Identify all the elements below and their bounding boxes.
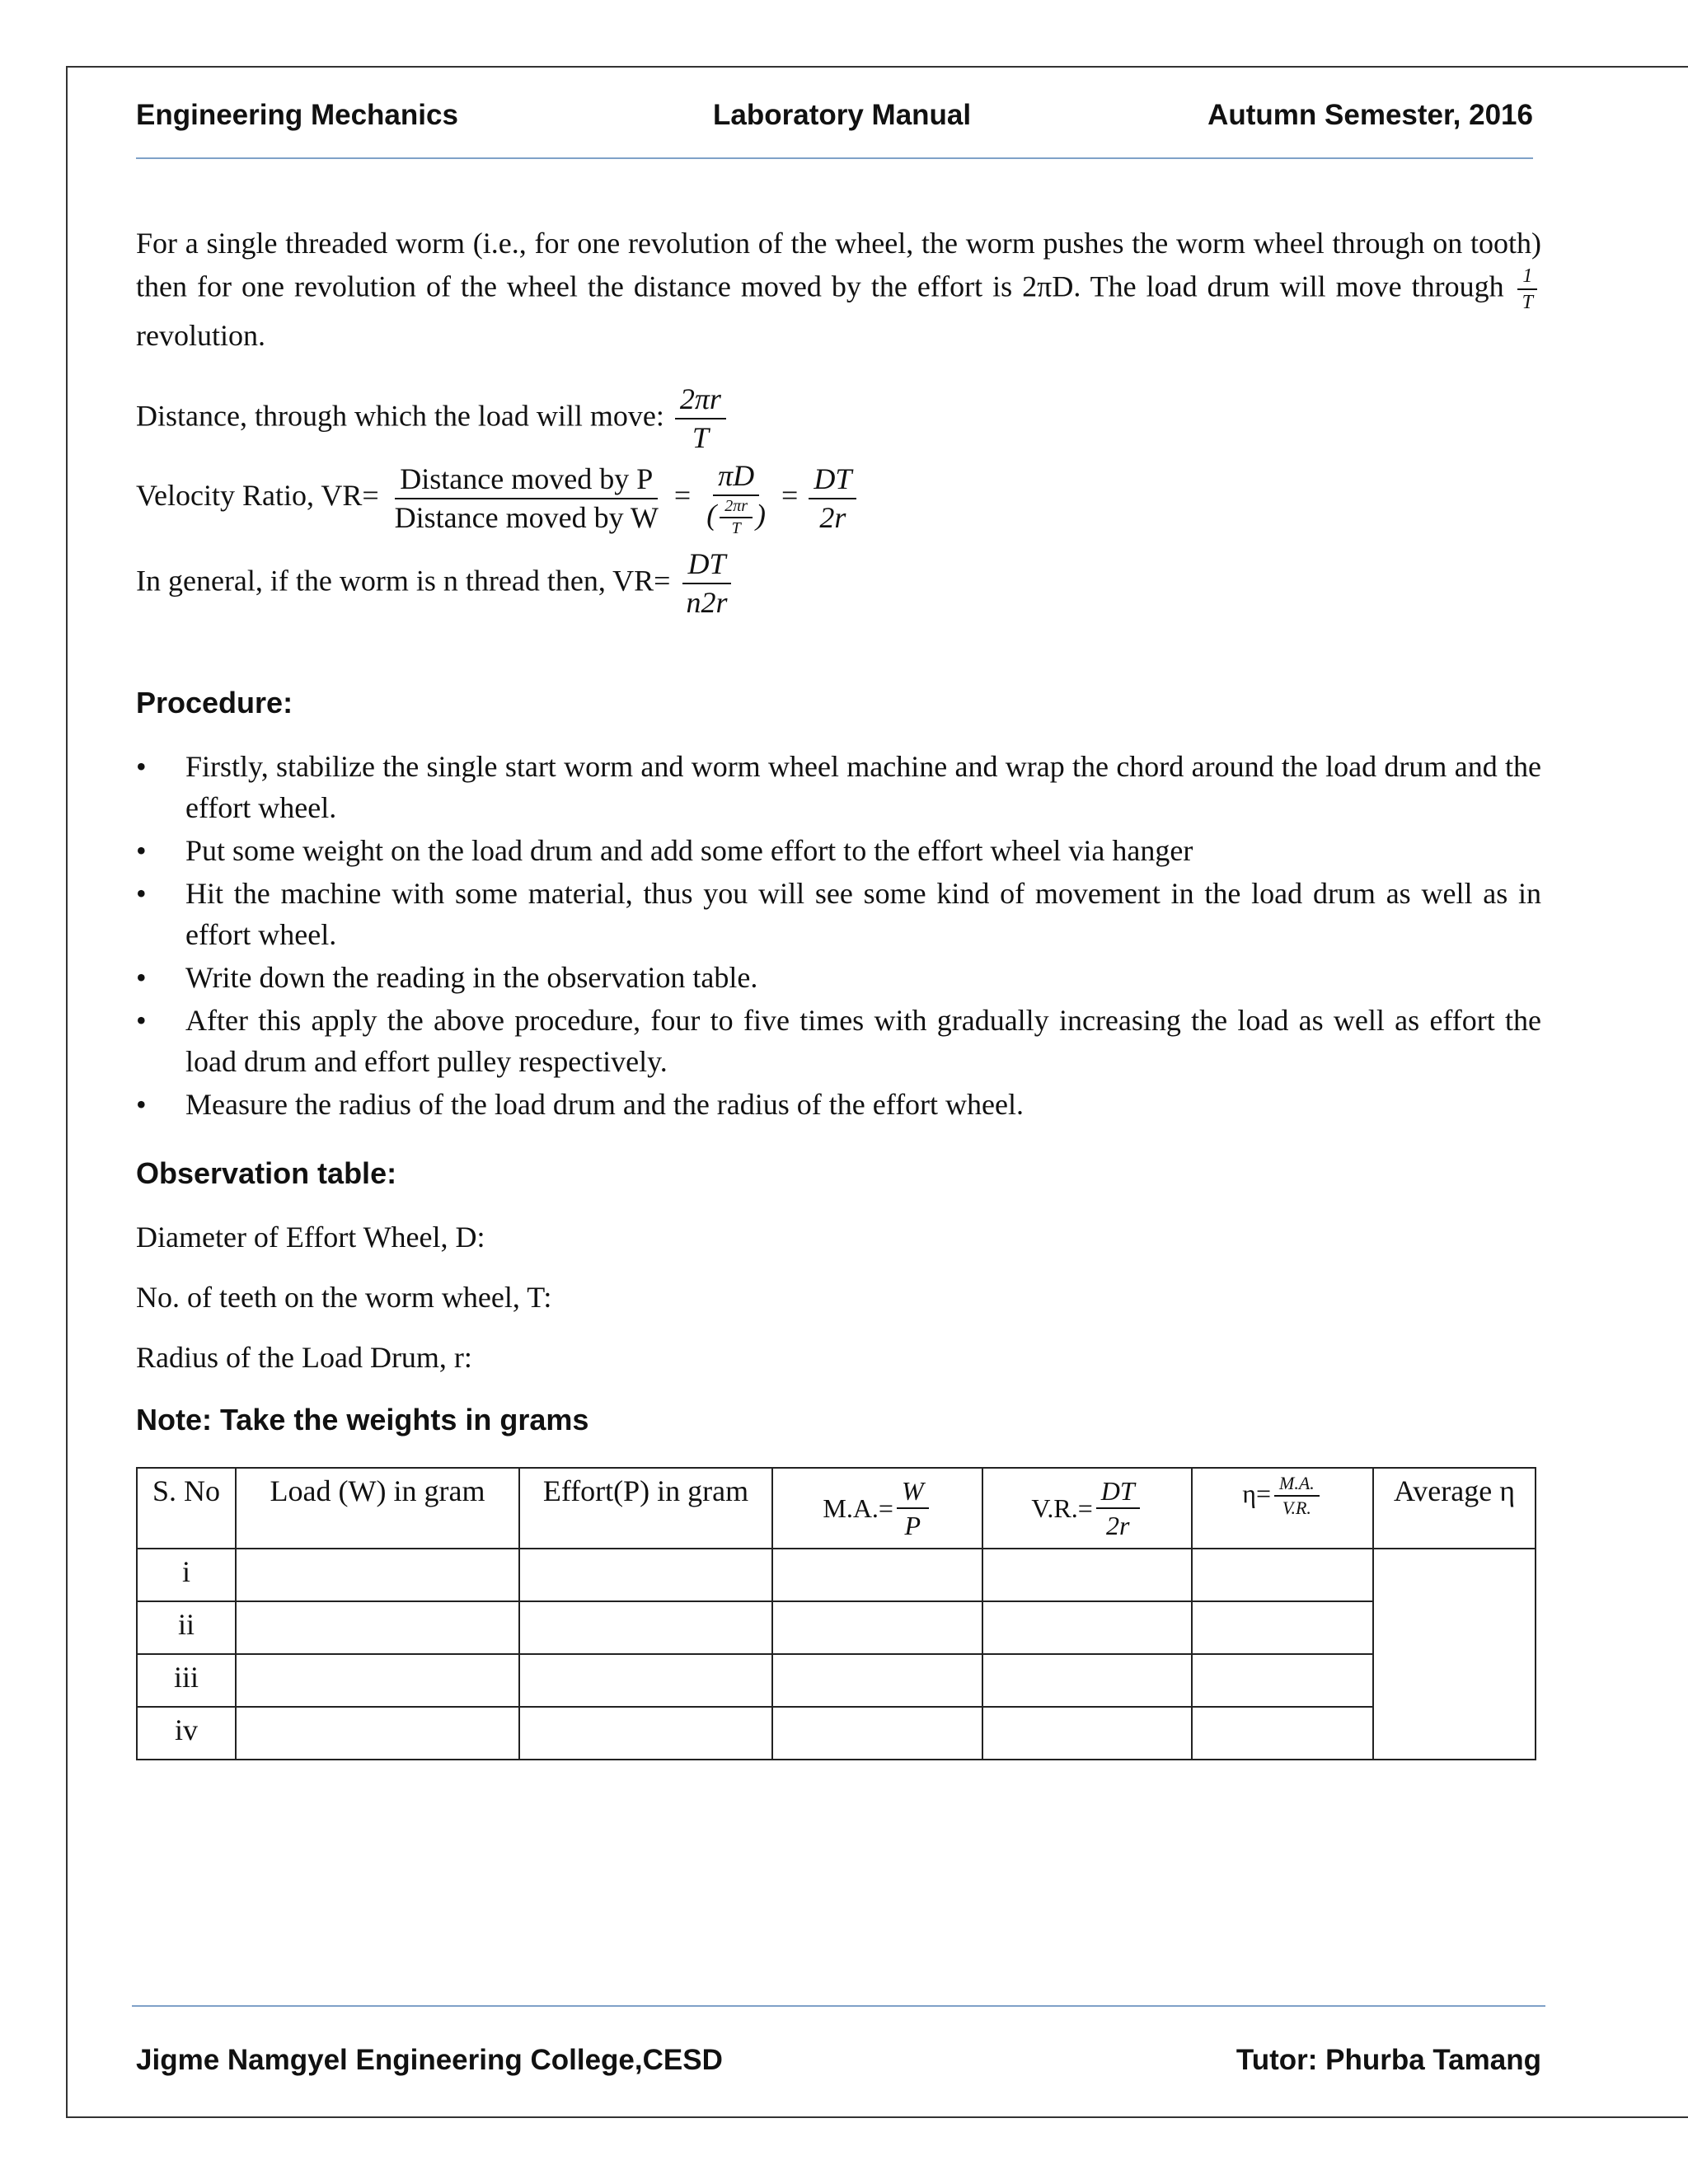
intro-text: For a single threaded worm (i.e., for one revolution of the wheel, the worm pushes the worm wheel through on tooth) then for one revolution of the wheel the distance moved by the effort is 2πD. The load drum will move through — [136, 227, 1541, 303]
velocity-ratio-formula — [136, 457, 860, 539]
col-effort: Effort(P) in gram — [519, 1468, 772, 1549]
vr-inner-fraction: $\frac{2\pi r}{T}$ — [720, 496, 753, 539]
col-eta: η= $\frac{M.A.}{V.R.}$ — [1192, 1468, 1373, 1549]
one-over-t-fraction: $\frac{1}{T}$ — [1517, 264, 1538, 315]
header-semester: Autumn Semester, 2016 — [1207, 99, 1533, 131]
radius-line: Radius of the Load Drum, r: — [136, 1341, 472, 1374]
table-row: ii — [137, 1601, 1536, 1654]
list-item: • Firstly, stabilize the single start worm and worm wheel machine and wrap the chord around the load drum and the effort wheel. — [136, 750, 1541, 824]
note-heading: Note: Take the weights in grams — [136, 1403, 589, 1436]
intro-paragraph — [136, 223, 1541, 356]
procedure-list — [136, 746, 1541, 1127]
vr-pi-d-fraction: πD ( $\frac{2\pi r}{T}$ ) — [706, 459, 767, 537]
vr-table-fraction: $\frac{DT}{2r}$ — [1096, 1474, 1140, 1542]
vr-dt-fraction: $\frac{DT}{2r}$ — [809, 461, 856, 537]
footer-tutor: Tutor: Phurba Tamang — [1236, 2044, 1541, 2076]
page-footer — [136, 2044, 1541, 2085]
col-ma: M.A.= $\frac{W}{P}$ — [772, 1468, 982, 1549]
vr-distance-fraction: $\frac{\text{Distance moved by P}}{\text{Distance moved by W}}$ — [394, 462, 659, 534]
list-item: • Put some weight on the load drum and add some effort to the effort wheel via hanger — [136, 834, 1193, 867]
header-course: Engineering Mechanics — [136, 99, 458, 131]
list-item: • After this apply the above procedure, four to five times with gradually increasing the load as well as effort the load drum and effort pulley respectively. — [136, 1004, 1541, 1078]
col-vr: V.R.= $\frac{DT}{2r}$ — [982, 1468, 1192, 1549]
footer-rule — [132, 2005, 1545, 2007]
vr-equals: = — [673, 478, 692, 512]
observation-table — [136, 1467, 1536, 1760]
page-header — [136, 99, 1533, 140]
col-average: Average η — [1373, 1468, 1536, 1549]
eta-fraction: $\frac{M.A.}{V.R.}$ — [1274, 1472, 1320, 1519]
diameter-line: Diameter of Effort Wheel, D: — [136, 1221, 485, 1254]
general-label: In general, if the worm is n thread then, VR= — [136, 564, 671, 598]
general-fraction: $\frac{DT}{n2r}$ — [681, 546, 732, 621]
procedure-heading: Procedure: — [136, 686, 293, 719]
average-cell — [1373, 1549, 1536, 1760]
list-item: • Write down the reading in the observation table. — [136, 961, 758, 994]
vr-equals-2: = — [781, 478, 799, 512]
vr-label: Velocity Ratio, VR= — [136, 478, 379, 512]
teeth-line: No. of teeth on the worm wheel, T: — [136, 1281, 552, 1314]
table-row: iv — [137, 1707, 1536, 1760]
distance-formula — [136, 381, 729, 457]
table-row: i — [137, 1549, 1536, 1601]
footer-college: Jigme Namgyel Engineering College,CESD — [136, 2044, 723, 2076]
header-rule — [136, 157, 1533, 159]
table-row: iii — [137, 1654, 1536, 1707]
distance-fraction: $\frac{2\pi r}{T}$ — [675, 381, 726, 457]
col-sno: S. No — [137, 1468, 236, 1549]
observation-heading: Observation table: — [136, 1156, 397, 1190]
list-item: • Measure the radius of the load drum and the radius of the effort wheel. — [136, 1088, 1024, 1121]
list-item: • Hit the machine with some material, thus you will see some kind of movement in the load drum as well as in effort wheel. — [136, 877, 1541, 951]
ma-fraction: $\frac{W}{P}$ — [897, 1474, 929, 1542]
general-formula — [136, 546, 736, 621]
table-header-row — [137, 1468, 1536, 1549]
col-load: Load (W) in gram — [236, 1468, 519, 1549]
header-manual: Laboratory Manual — [713, 99, 972, 131]
distance-label: Distance, through which the load will move: — [136, 399, 664, 433]
intro-text-end: revolution. — [136, 319, 265, 352]
